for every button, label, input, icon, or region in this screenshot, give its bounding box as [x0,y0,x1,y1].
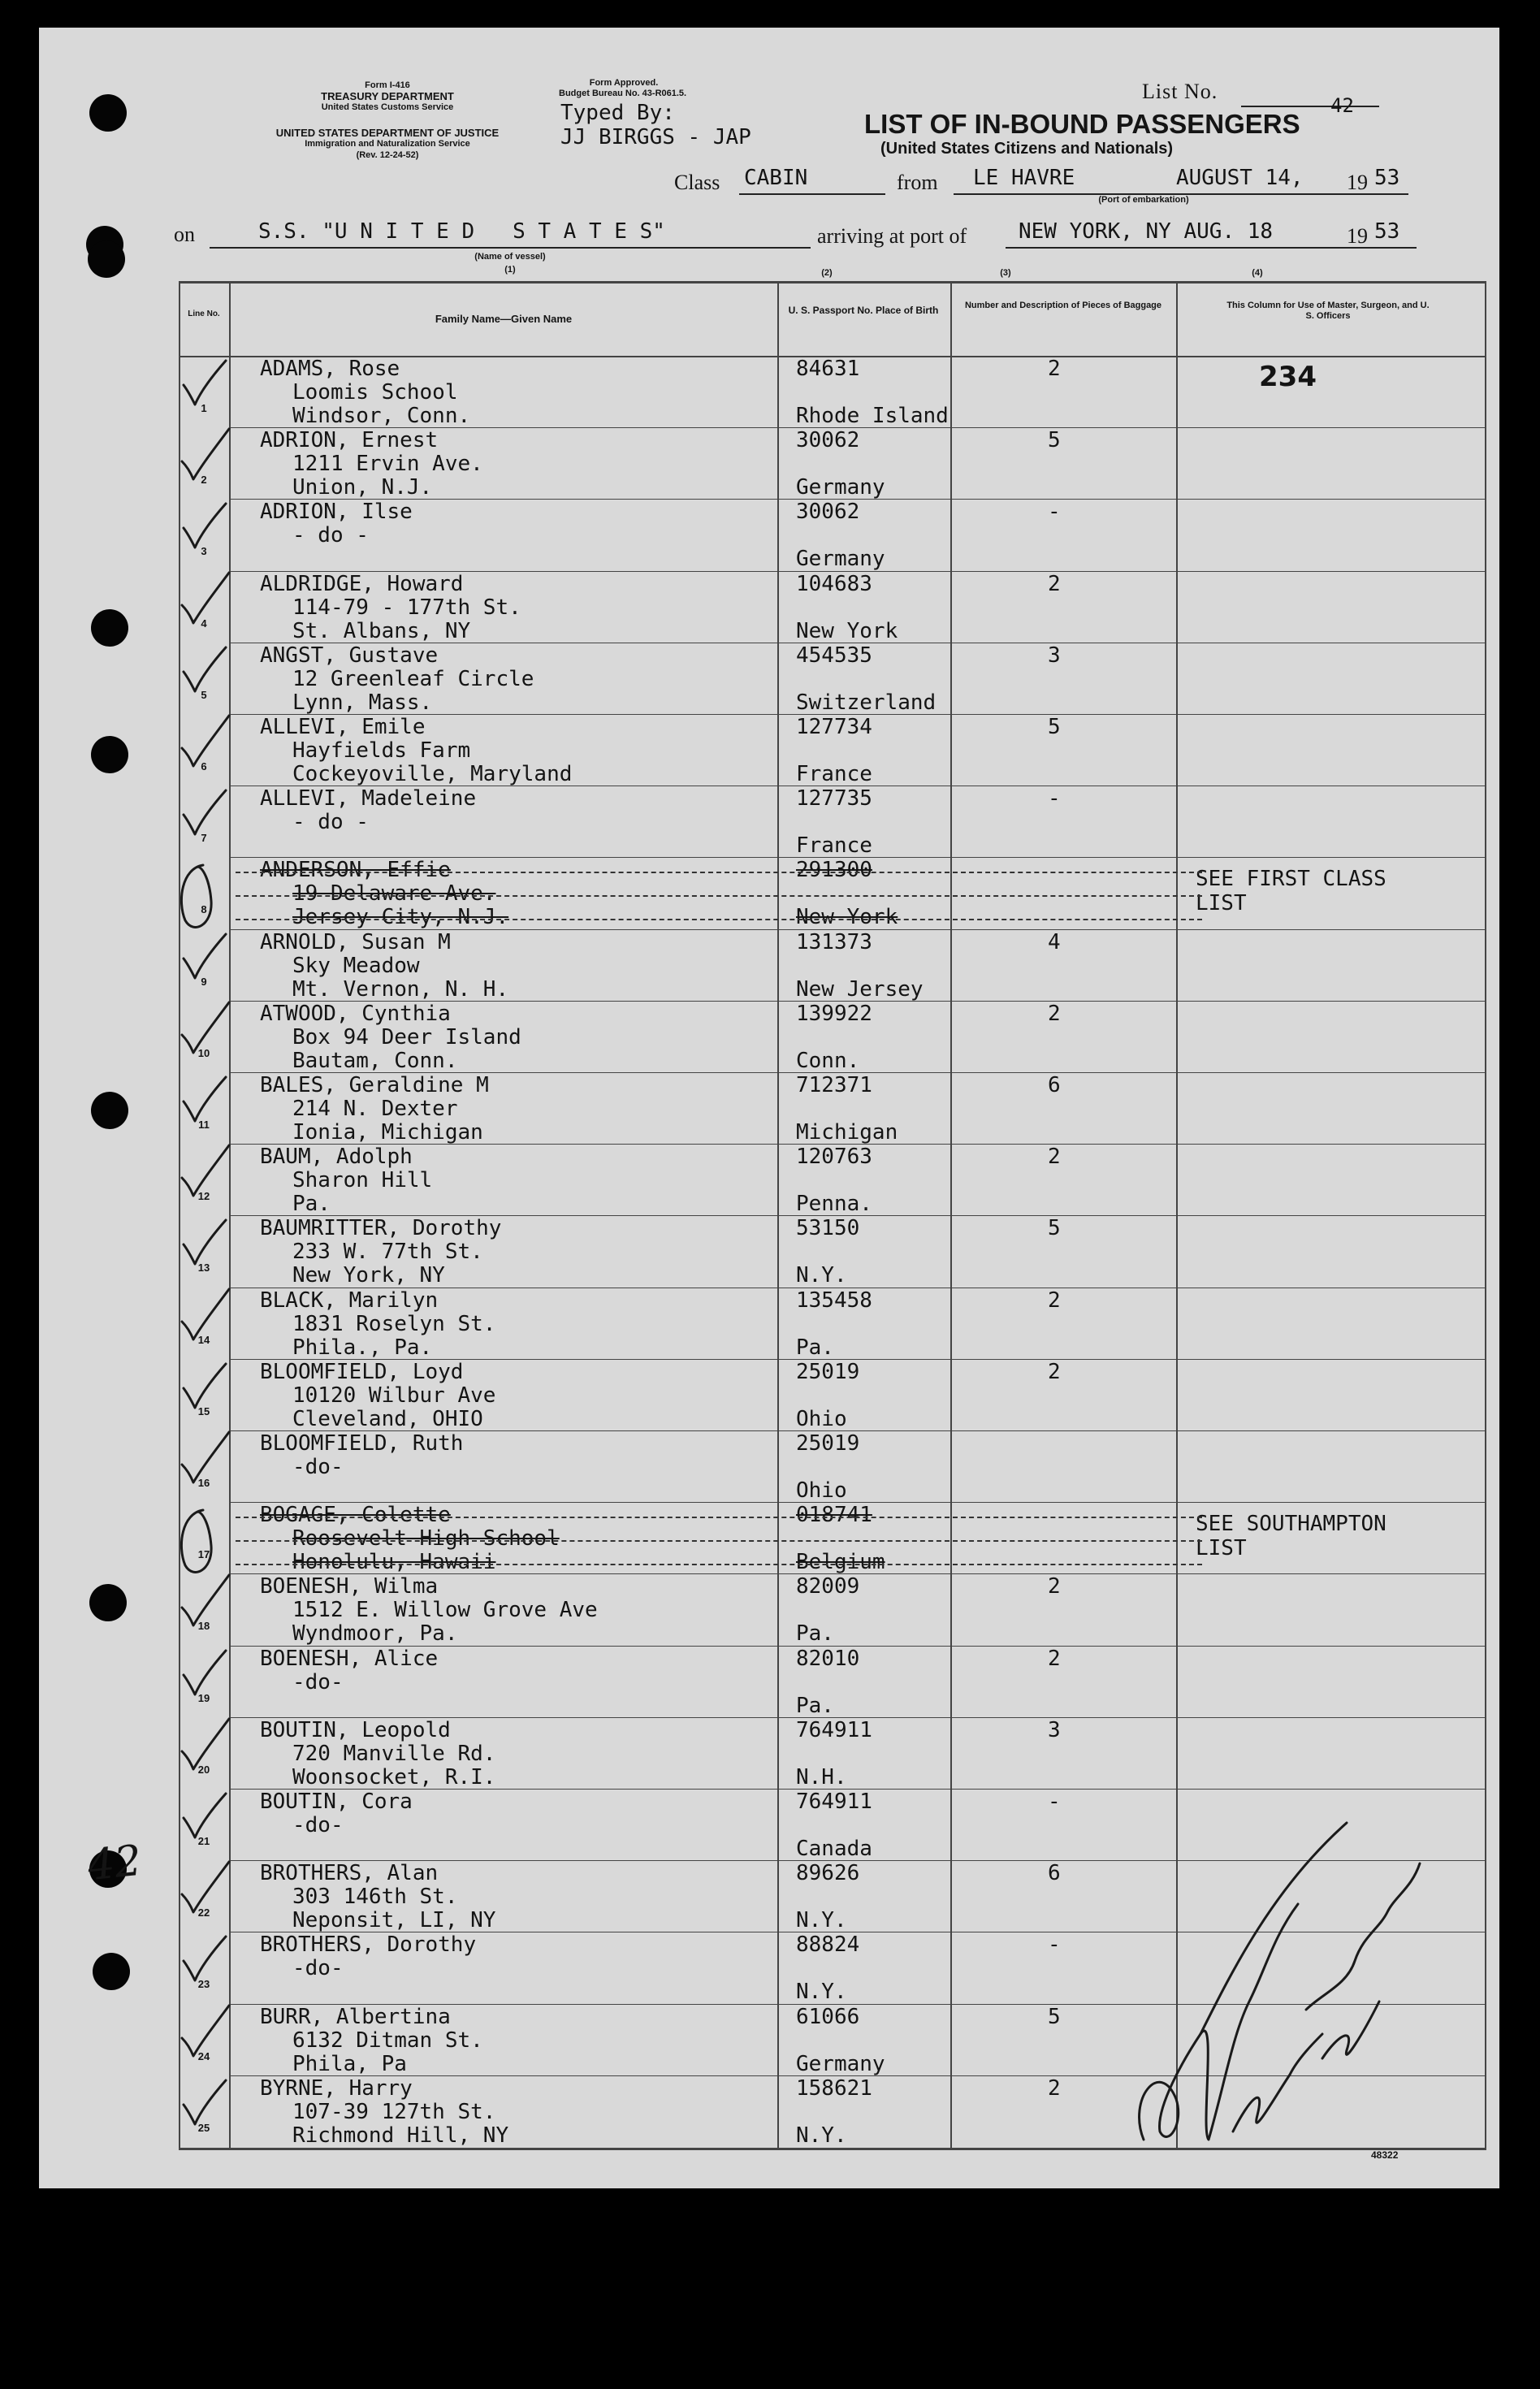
arrival-port-value: NEW YORK, NY AUG. 18 [1019,219,1274,244]
place-of-birth: France [796,762,872,786]
passenger-address-line-1: 1512 E. Willow Grove Ave [292,1598,598,1623]
passenger-address-line-1: Box 94 Deer Island [292,1024,521,1050]
line-number: 16 [197,1477,210,1489]
baggage-count: 5 [1048,715,1061,739]
strikeout-rule [236,1517,1202,1518]
passenger-row [179,714,1486,786]
form-approved: Form Approved. [589,78,659,88]
manifest-sheet [39,28,1499,2188]
handwritten-check-mark [180,1585,237,1642]
passenger-address-line-1: 19 Delaware Ave. [292,881,496,907]
place-of-birth: Germany [796,547,885,572]
passport-number: 127734 [796,715,872,739]
passport-number: 120763 [796,1145,872,1170]
passenger-name: BROTHERS, Alan [260,1861,439,1886]
handwritten-check-mark [180,1442,237,1499]
document-subtitle: (United States Citizens and Nationals) [880,140,1174,158]
passport-number: 158621 [796,2075,872,2101]
passenger-address-line-2: Lynn, Mass. [292,690,433,715]
customs-service: United States Customs Service [321,102,454,112]
baggage-count: - [1048,1932,1061,1958]
passenger-row [179,427,1486,499]
passenger-row [179,1359,1486,1430]
passenger-row [179,786,1486,857]
baggage-count: 2 [1048,1288,1061,1313]
passport-number: 30062 [796,500,860,525]
passenger-address-line-2: Windsor, Conn. [292,404,471,428]
passenger-address-line-1: 303 146th St. [292,1885,458,1910]
passenger-name: BOENESH, Alice [260,1646,439,1671]
punch-hole [91,736,128,773]
baggage-count: 6 [1048,1861,1061,1886]
passenger-address-line-2: Cleveland, OHIO [292,1406,483,1431]
passport-number: 764911 [796,1790,872,1814]
from-label: from [897,171,938,194]
passenger-name: ANDERSON, Effie [260,858,451,883]
passenger-row [179,1646,1486,1717]
passenger-row [179,1430,1486,1502]
passenger-name: BURR, Albertina [260,2004,451,2029]
line-number: 12 [197,1190,210,1203]
line-number: 2 [201,474,207,487]
passenger-name: ALLEVI, Madeleine [260,786,477,811]
passenger-address-line-1: 1211 Ervin Ave. [292,452,483,477]
passenger-address-line-1: 10120 Wilbur Ave [292,1383,496,1408]
passenger-address-line-1: Roosevelt High School [292,1526,560,1552]
passenger-name: ATWOOD, Cynthia [260,1001,451,1026]
baggage-count: - [1048,786,1061,811]
year-value: 53 [1374,166,1400,190]
passport-number: 53150 [796,1216,860,1241]
passenger-address-line-1: 233 W. 77th St. [292,1240,483,1265]
baggage-count: - [1048,500,1061,525]
passenger-address-line-2: Phila., Pa. [292,1335,433,1360]
place-of-birth: Germany [796,475,885,500]
treasury-department: TREASURY DEPARTMENT [321,90,454,102]
line-number: 22 [197,1906,210,1919]
passenger-address-line-1: -do- [292,1813,344,1837]
passenger-address-line-1: - do - [292,523,369,548]
passenger-address-line-1: Loomis School [292,380,458,405]
passenger-address-line-2: Pa. [292,1192,331,1217]
handwritten-check-mark [180,1729,237,1785]
passenger-address-line-1: -do- [292,1669,344,1694]
baggage-count: 3 [1048,643,1061,668]
passport-number: 104683 [796,571,872,596]
passenger-name: ANGST, Gustave [260,643,439,668]
passport-number: 82009 [796,1574,860,1599]
document-title: LIST OF IN-BOUND PASSENGERS [864,109,1300,139]
passenger-row [179,571,1486,643]
punch-hole [88,240,125,278]
line-number: 23 [197,1978,210,1991]
passport-number: 139922 [796,1001,872,1026]
passport-number: 82010 [796,1646,860,1671]
handwritten-check-mark [180,1155,237,1212]
place-of-birth: Canada [796,1837,872,1861]
passenger-row [179,1072,1486,1144]
place-of-birth: N.H. [796,1764,847,1790]
passenger-name: ADAMS, Rose [260,357,400,381]
passenger-address-line-2: Honolulu, Hawaii [292,1550,496,1575]
typed-by-label: Typed By: [560,101,675,125]
passenger-row [179,1001,1486,1072]
header-officers-column: This Column for Use of Master, Surgeon, and U. S. Officers [1226,301,1430,321]
passenger-name: ALLEVI, Emile [260,715,426,739]
baggage-count: 2 [1048,571,1061,596]
passenger-row [179,499,1486,570]
punch-hole [89,94,127,132]
strikeout-rule [236,895,1202,897]
punch-hole [93,1953,130,1990]
place-of-birth: Penna. [796,1192,872,1217]
passenger-address-line-2: Woonsocket, R.I. [292,1764,496,1790]
column-3-number: (3) [1000,268,1011,278]
passenger-name: BLOOMFIELD, Loyd [260,1359,464,1384]
handwritten-check-mark [180,1800,237,1857]
place-of-birth: N.Y. [796,2123,847,2148]
passenger-address-line-1: - do - [292,810,369,835]
place-of-birth: Michigan [796,1120,898,1145]
passport-number: 25019 [796,1359,860,1384]
passport-number: 89626 [796,1861,860,1886]
revision-date: (Rev. 12-24-52) [356,150,419,160]
passenger-address-line-2: Union, N.J. [292,475,433,500]
passenger-address-line-2: St. Albans, NY [292,618,471,643]
passenger-address-line-2: Wyndmoor, Pa. [292,1621,458,1647]
handwritten-check-mark [180,439,237,496]
baggage-count: 5 [1048,2004,1061,2029]
line-number: 1 [201,402,207,414]
handwritten-circle-mark [174,860,223,933]
line-number: 18 [197,1620,210,1633]
passenger-address-line-1: 107-39 127th St. [292,2099,496,2124]
baggage-count: 2 [1048,1001,1061,1026]
form-footer-code: 48322 [1371,2149,1399,2161]
passenger-row [179,1288,1486,1359]
form-number: Form I-416 [365,80,410,90]
handwritten-check-mark [180,1012,237,1069]
baggage-count: 2 [1048,2075,1061,2101]
passport-number: 135458 [796,1288,872,1313]
passport-number: 291300 [796,858,872,883]
passenger-row [179,929,1486,1001]
place-of-birth: Pa. [796,1621,834,1647]
passenger-name: BAUMRITTER, Dorothy [260,1216,502,1241]
passenger-address-line-1: 6132 Ditman St. [292,2028,483,2053]
passenger-row [179,643,1486,714]
line-number: 7 [201,832,207,845]
passenger-name: BOUTIN, Cora [260,1790,413,1814]
vessel-name-value: S.S. "U N I T E D S T A T E S" [258,219,665,244]
passport-number: 131373 [796,929,872,954]
place-of-birth: Ohio [796,1406,847,1431]
passenger-name: BLACK, Marilyn [260,1288,439,1313]
handwritten-check-mark [180,941,237,998]
passenger-name: ALDRIDGE, Howard [260,571,464,596]
passenger-address-line-2: Mt. Vernon, N. H. [292,976,509,1002]
arrival-year-value: 53 [1374,219,1400,244]
handwritten-check-mark [180,1227,237,1283]
list-number-underline [1241,106,1379,107]
handwritten-check-mark [180,510,237,567]
column-1-number: (1) [504,265,516,275]
punch-hole [89,1584,127,1621]
passport-number: 712371 [796,1073,872,1097]
passenger-address-line-1: Sharon Hill [292,1168,433,1193]
handwritten-check-mark [180,725,237,782]
list-number-label: List No. [1142,80,1218,103]
strikeout-rule [236,872,1202,873]
officers-stamp-number: 234 [1259,361,1317,393]
passport-number: 018741 [796,1503,872,1528]
passenger-name: ADRION, Ilse [260,500,413,525]
place-of-birth: Conn. [796,1048,860,1073]
passenger-address-line-1: 114-79 - 177th St. [292,595,521,620]
year-prefix: 19 [1347,171,1368,194]
baggage-count: 3 [1048,1717,1061,1742]
embark-port-value: LE HAVRE [973,166,1075,190]
place-of-birth: New York [796,905,898,930]
typed-by-value: JJ BIRGGS - JAP [560,125,751,149]
passenger-row [179,1573,1486,1645]
handwritten-check-mark [180,582,237,639]
passenger-name: BALES, Geraldine M [260,1073,489,1097]
strikeout-rule [236,1564,1202,1565]
ins-service: Immigration and Naturalization Service [305,139,470,149]
line-number: 24 [197,2049,210,2062]
passenger-address-line-2: Phila, Pa [292,2051,407,2076]
passport-number: 764911 [796,1717,872,1742]
passenger-row [179,1144,1486,1215]
passport-number: 30062 [796,428,860,453]
passport-number: 88824 [796,1932,860,1958]
place-of-birth: Switzerland [796,690,937,715]
line-number: 11 [198,1119,210,1131]
passenger-address-line-2: Ionia, Michigan [292,1120,483,1145]
class-value: CABIN [744,166,808,190]
handwritten-check-mark [180,1872,237,1928]
header-family-name: Family Name—Given Name [435,313,573,325]
passenger-address-line-2: Cockeyoville, Maryland [292,762,573,786]
officer-note: SEE FIRST CLASS LIST [1196,867,1386,916]
passenger-address-line-1: 720 Manville Rd. [292,1741,496,1766]
handwritten-check-mark [180,1370,237,1427]
passenger-address-line-2: Richmond Hill, NY [292,2123,509,2148]
passenger-name: ADRION, Ernest [260,428,439,453]
place-of-birth: Pa. [796,1335,834,1360]
place-of-birth: New York [796,618,898,643]
passenger-address-line-1: 1831 Roselyn St. [292,1311,496,1336]
handwritten-check-mark [180,2015,237,2072]
line-number: 14 [197,1333,210,1346]
handwritten-check-mark [180,1299,237,1356]
baggage-count: 2 [1048,1574,1061,1599]
baggage-count: 5 [1048,428,1061,453]
passenger-name: BROTHERS, Dorothy [260,1932,477,1958]
handwritten-margin-number: 42 [85,1836,145,1891]
place-of-birth: N.Y. [796,1908,847,1933]
passenger-address-line-1: -do- [292,1455,344,1479]
department-of-justice: UNITED STATES DEPARTMENT OF JUSTICE [275,127,500,139]
passenger-address-line-1: Sky Meadow [292,953,420,978]
baggage-count: 2 [1048,357,1061,381]
handwritten-check-mark [180,797,237,854]
passport-number: 25019 [796,1431,860,1456]
baggage-count: 2 [1048,1359,1061,1384]
passenger-name: BOENESH, Wilma [260,1574,439,1599]
column-2-number: (2) [821,268,833,278]
handwritten-circle-mark [174,1505,223,1578]
baggage-count: 4 [1048,929,1061,954]
line-number: 6 [201,760,207,773]
passport-number: 61066 [796,2004,860,2029]
on-label: on [174,223,195,246]
embark-date-value: AUGUST 14, [1176,166,1304,190]
passenger-row [179,1717,1486,1789]
port-of-embarkation-caption: (Port of embarkation) [1098,195,1189,205]
passenger-address-line-2: Jersey City, N.J. [292,905,509,930]
line-number: 21 [197,1835,210,1847]
handwritten-check-mark [180,654,237,711]
list-number-value: 42 [1330,94,1354,117]
strikeout-rule [236,1540,1202,1542]
handwritten-check-mark [180,2087,237,2144]
passenger-row [179,1215,1486,1287]
baggage-count: 6 [1048,1073,1061,1097]
line-number: 19 [197,1691,210,1704]
passenger-address-line-2: Neponsit, LI, NY [292,1908,496,1933]
place-of-birth: Belgium [796,1550,885,1575]
passenger-row [179,1502,1486,1573]
passenger-name: ARNOLD, Susan M [260,929,451,954]
passenger-name: BLOOMFIELD, Ruth [260,1431,464,1456]
handwritten-check-mark [180,367,237,424]
line-number: 13 [197,1262,210,1275]
header-line-number: Line No. [188,309,220,318]
place-of-birth: Rhode Island [796,404,949,428]
vessel-caption: (Name of vessel) [474,252,546,262]
place-of-birth: N.Y. [796,1980,847,2005]
handwritten-check-mark [180,1943,237,2000]
table-top-border [179,281,1486,283]
baggage-count: - [1048,1790,1061,1814]
line-number: 15 [197,1404,210,1417]
passenger-address-line-1: 214 N. Dexter [292,1097,458,1121]
place-of-birth: N.Y. [796,1263,847,1288]
line-number: 8 [201,903,207,916]
place-of-birth: Germany [796,2051,885,2076]
arriving-label: arriving at port of [817,224,967,248]
arrival-year-prefix: 19 [1347,224,1368,248]
passenger-address-line-1: 12 Greenleaf Circle [292,666,534,691]
passenger-name: BAUM, Adolph [260,1145,413,1170]
line-number: 17 [197,1548,210,1561]
column-4-number: (4) [1252,268,1263,278]
line-number: 10 [197,1046,210,1059]
baggage-count: 5 [1048,1216,1061,1241]
passenger-row [179,857,1486,928]
handwritten-check-mark [180,1657,237,1714]
strikeout-rule [236,919,1202,920]
punch-hole [91,1092,128,1129]
passenger-address-line-2: New York, NY [292,1263,445,1288]
passenger-name: BOUTIN, Leopold [260,1717,451,1742]
passenger-name: BYRNE, Harry [260,2075,413,2101]
place-of-birth: France [796,833,872,859]
official-signature-scribble [1111,1790,1452,2164]
line-number: 4 [201,617,207,630]
passenger-address-line-1: Hayfields Farm [292,738,471,763]
passenger-address-line-2: Bautam, Conn. [292,1048,458,1073]
passport-number: 127735 [796,786,872,811]
place-of-birth: New Jersey [796,976,924,1002]
officer-note: SEE SOUTHAMPTON LIST [1196,1512,1386,1561]
class-underline [739,193,885,195]
passenger-address-line-1: -do- [292,1956,344,1981]
vessel-underline [210,247,811,249]
line-number: 5 [201,688,207,701]
baggage-count: 2 [1048,1646,1061,1671]
place-of-birth: Ohio [796,1478,847,1503]
budget-bureau: Budget Bureau No. 43-R061.5. [559,89,687,98]
passenger-name: BOGAGE, Colette [260,1503,451,1528]
class-label: Class [674,171,720,194]
baggage-count: 2 [1048,1145,1061,1170]
line-number: 3 [201,545,207,558]
line-number: 9 [201,975,207,988]
passport-number: 454535 [796,643,872,668]
handwritten-check-mark [180,1084,237,1140]
passport-number: 84631 [796,357,860,381]
punch-hole [91,609,128,647]
header-passport: U. S. Passport No. Place of Birth [788,305,939,316]
line-number: 25 [197,2121,210,2134]
place-of-birth: Pa. [796,1693,834,1718]
header-baggage: Number and Description of Pieces of Baggage [964,301,1162,310]
line-number: 20 [197,1763,210,1776]
